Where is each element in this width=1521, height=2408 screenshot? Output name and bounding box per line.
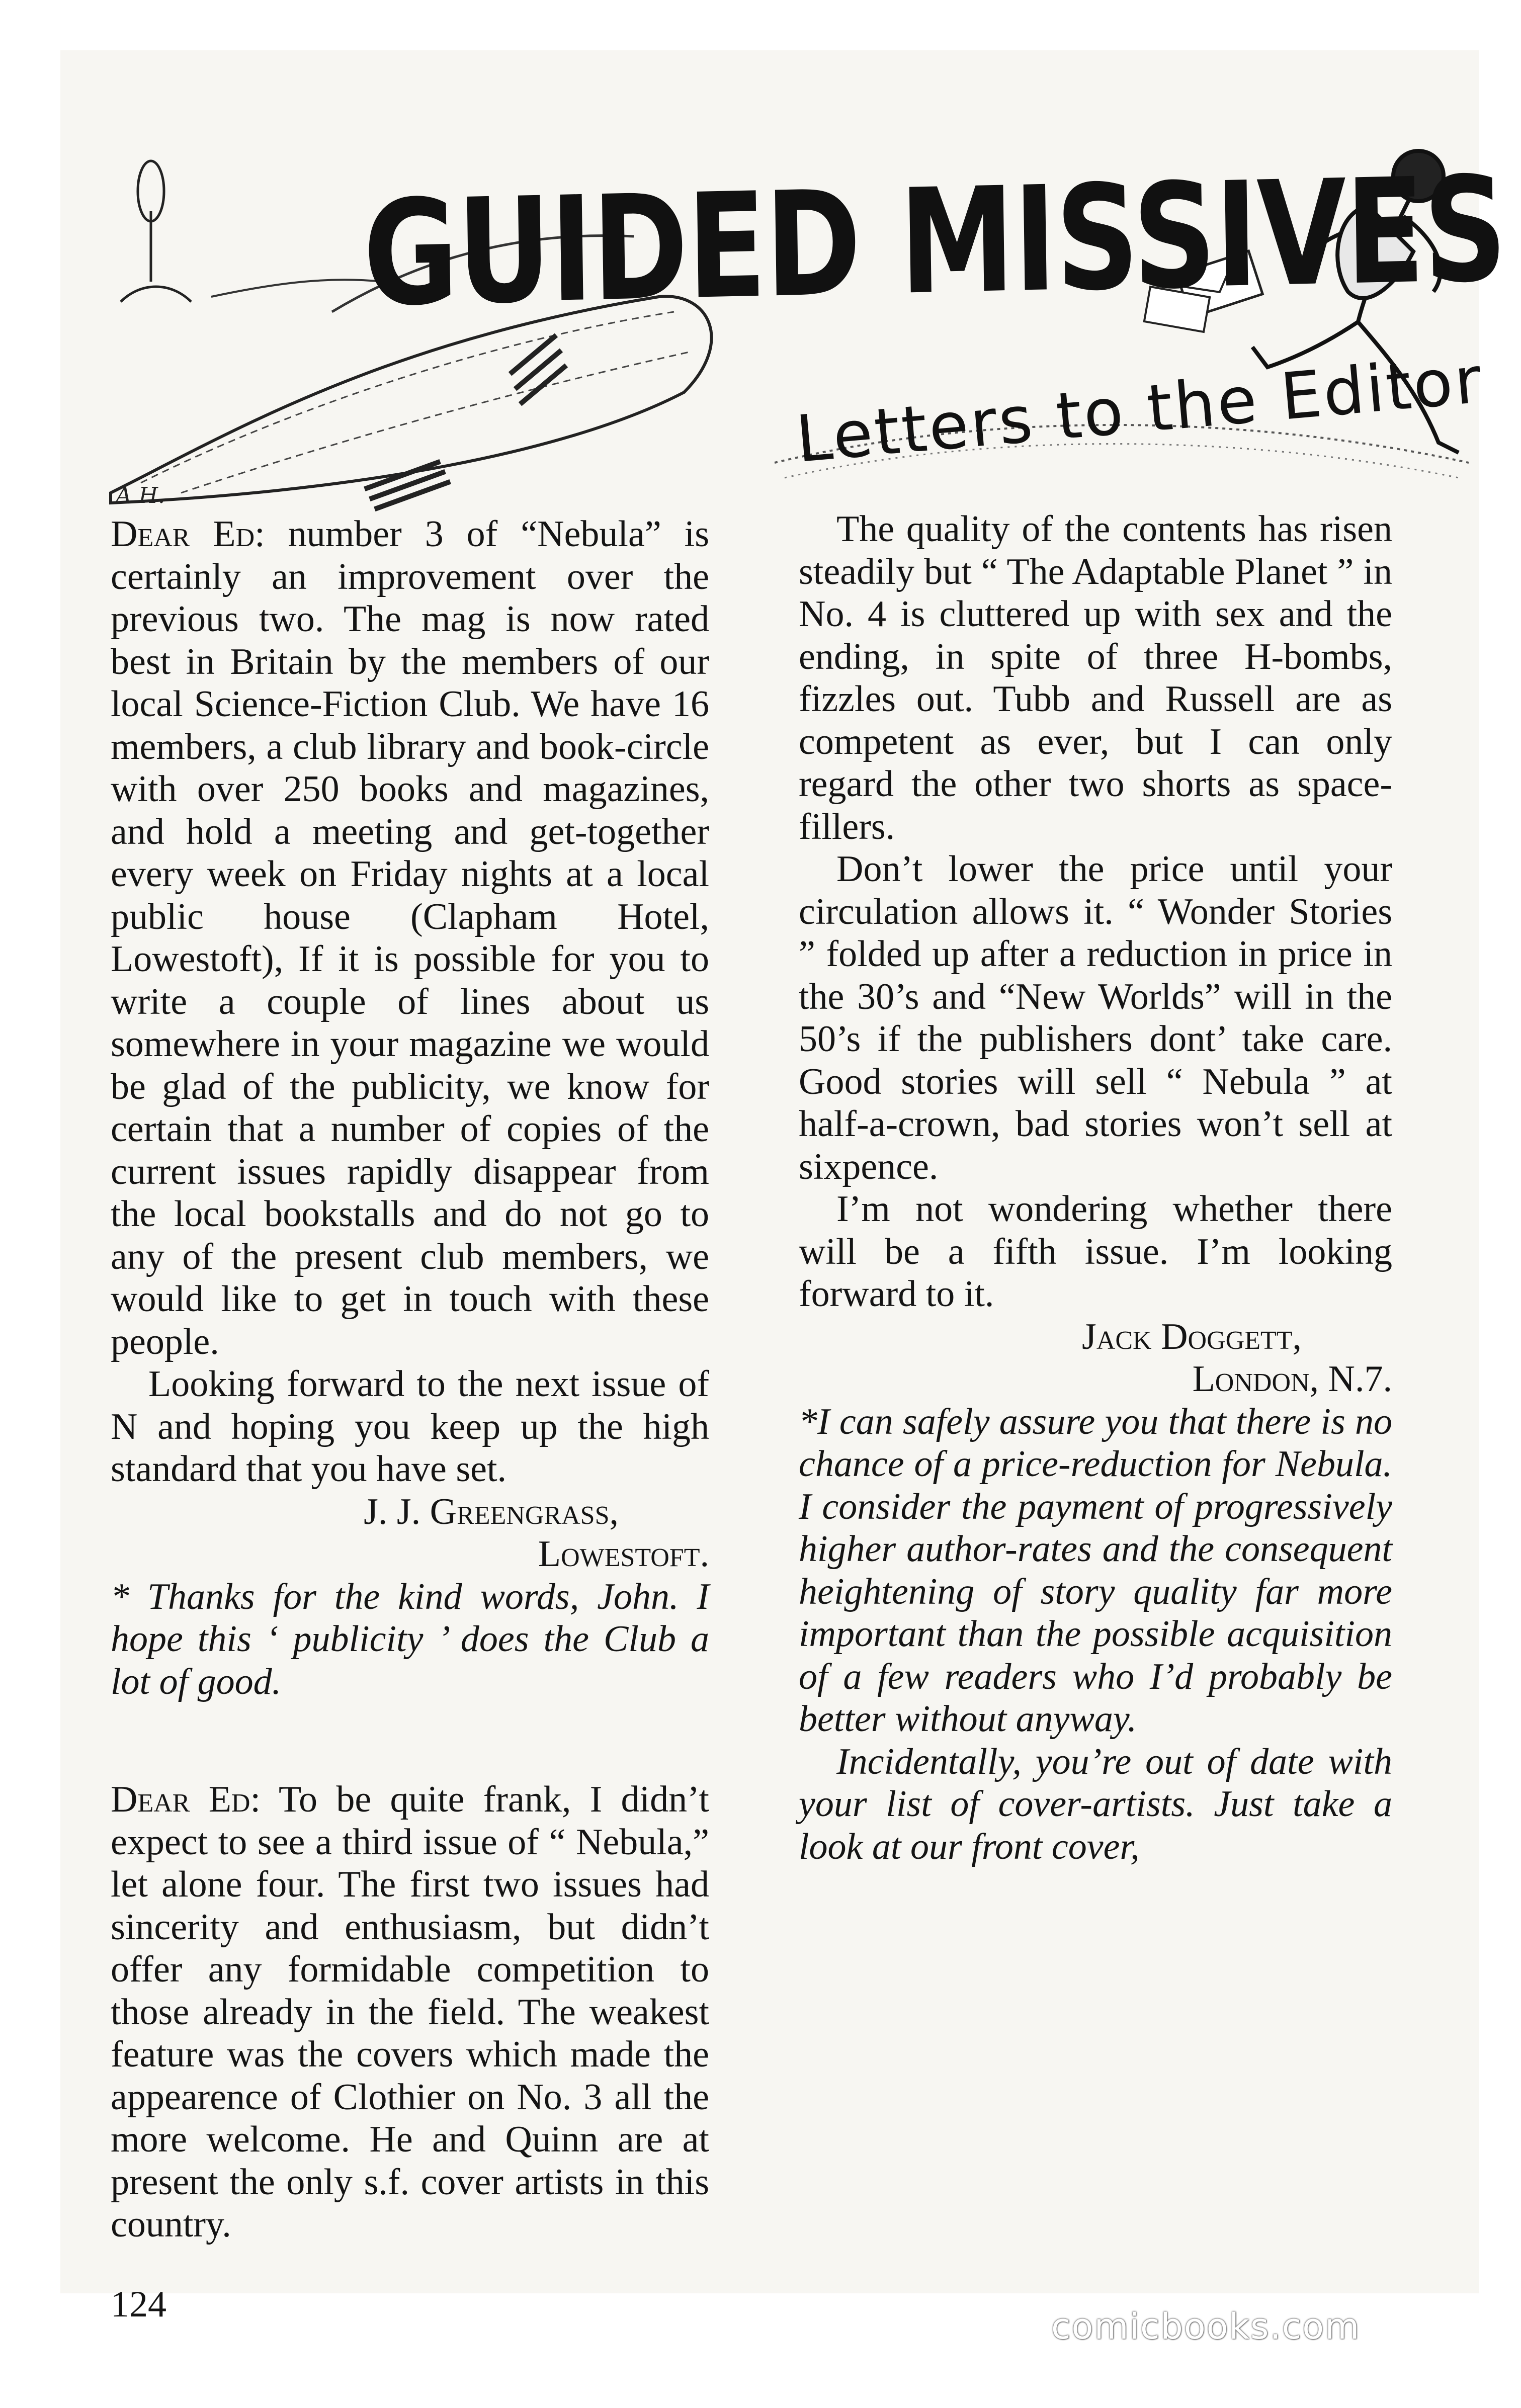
- signature-name: Jack Doggett,: [1082, 1316, 1302, 1357]
- watermark: comicbooks.com: [1051, 2306, 1361, 2347]
- editor-reply: *I can safely assure you that there is no chance of a price-reduction for Nebula. I consider the payment of progressively higher author-rates and the consequent heightening of story quality far more important than the possible acquisition of a few readers who I’d probably be better without anyway.: [799, 1401, 1392, 1740]
- page-number: 124: [111, 2284, 166, 2325]
- letter-paragraph: [111, 1778, 709, 2246]
- letter-text: To be quite frank, I didn’t expect to see a third issue of “ Nebula,” let alone four. The first two issues had sincerity and enthusiasm, but didn’t offer any formidable competition to those already in the field. The weakest feature was the covers which made the appearence of Clothier on No. 3 all the more welcome. He and Quinn are at present the only s.f. cover artists in this country.: [111, 1779, 709, 2245]
- grille-icon: [364, 333, 568, 511]
- magazine-page: [60, 50, 1507, 2325]
- letter-paragraph: Looking forward to the next issue of N and hoping you keep up the high standard that you have set.: [111, 1363, 709, 1490]
- letter-paragraph: [111, 513, 709, 1363]
- header-subtitle: Letters to the Editor: [793, 342, 1486, 477]
- left-column: [111, 513, 709, 2246]
- header-title: GUIDED MISSIVES: [362, 146, 1507, 339]
- letter-paragraph: Don’t lower the price until your circulation allows it. “ Wonder Stories ” folded up after a reduction in price in the 30’s and “New Worlds” will in the 50’s if the publishers dont’ take care. Good stories will sell “ Nebula ” at half-a-crown, bad stories won’t sell at sixpence.: [799, 848, 1392, 1187]
- letter-paragraph: The quality of the contents has risen steadily but “ The Adaptable Planet ” in No. 4 is cluttered up with sex and the ending, in spite of three H-bombs, fizzles out. Tubb and Russell are as competent as ever, but I can only regard the other two shorts as space-fillers.: [799, 508, 1392, 847]
- signature-place: Lowestoft.: [538, 1533, 709, 1575]
- signature-name: J. J. Greengrass,: [364, 1491, 619, 1532]
- letter-salutation: Dear Ed:: [111, 513, 265, 555]
- editor-reply: Incidentally, you’re out of date with your list of cover-artists. Just take a look at our front cover,: [799, 1741, 1392, 1867]
- signature-place: London, N.7.: [1192, 1358, 1392, 1400]
- header-illustration: [80, 131, 1507, 513]
- right-column: [799, 508, 1392, 1868]
- editor-reply: * Thanks for the kind words, John. I hope this ‘ publicity ’ does the Club a lot of good.: [111, 1576, 709, 1702]
- letter-paragraph: I’m not wondering whether there will be a fifth issue. I’m looking forward to it.: [799, 1188, 1392, 1315]
- letter-salutation: Dear Ed:: [111, 1779, 261, 1820]
- letter-text: number 3 of “Nebula” is certainly an improvement over the previous two. The mag is now rated best in Britain by the members of our local Science-Fiction Club. We have 16 members, a club library and book-circle with over 250 books and magazines, and hold a meeting and get-together every week on Friday nights at a local public house (Clapham Hotel, Lowestoft), If it is possible for you to write a couple of lines about us somewhere in your magazine we would be glad of the publicity, we know for certain that a number of copies of the current issues rapidly disappear from the local bookstalls and do not go to any of the present club members, we would like to get in touch with these people.: [111, 513, 709, 1362]
- artist-initials: A.H.: [116, 483, 165, 508]
